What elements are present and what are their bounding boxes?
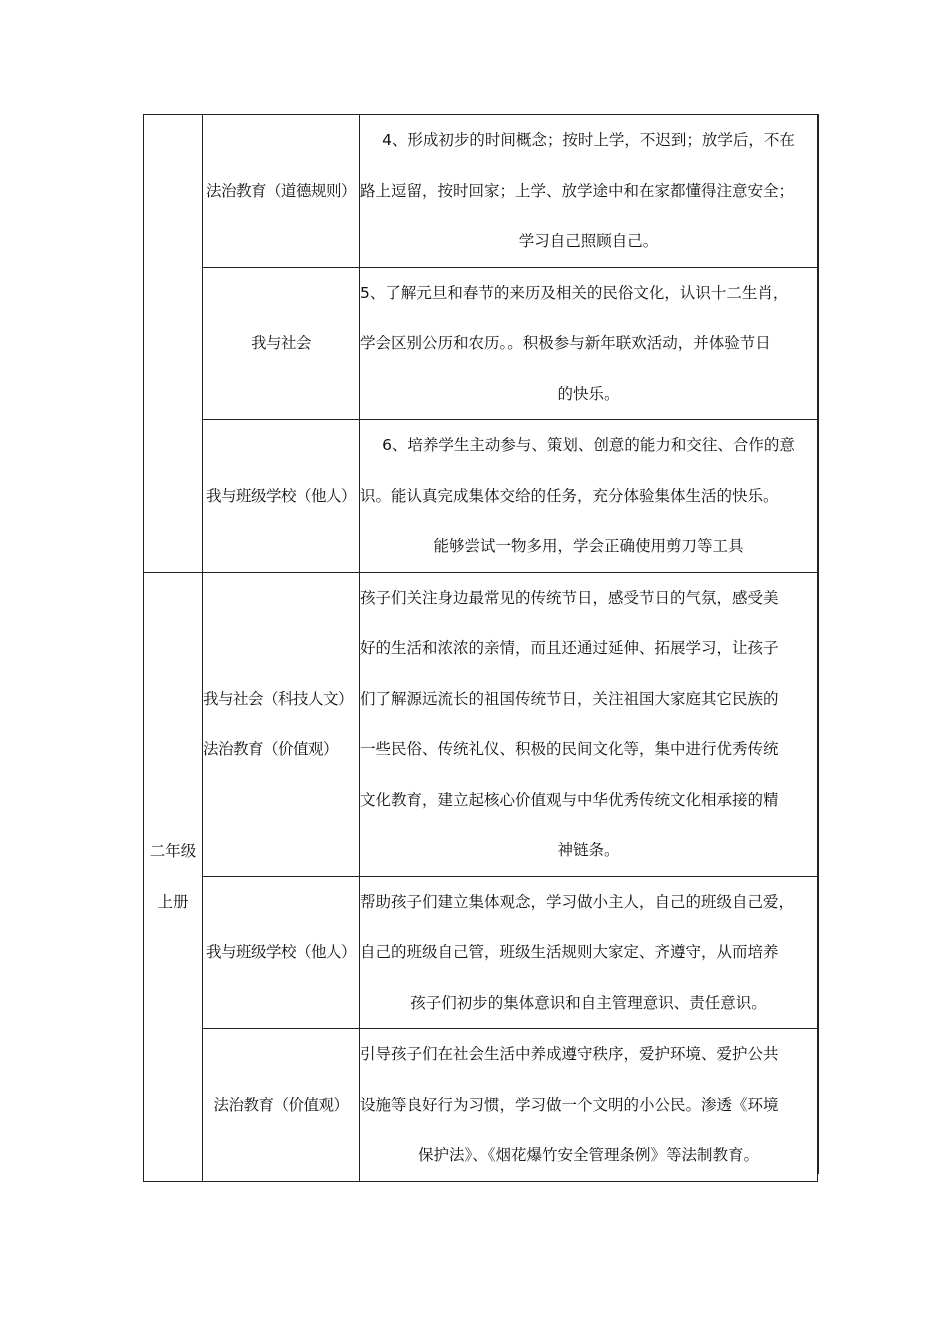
description-line: 学习自己照顾自己。 — [518, 232, 659, 250]
description-line: 6、培养学生主动参与、策划、创意的能力和交往、合作的意 — [382, 436, 795, 454]
description-line: 保护法》、《烟花爆竹安全管理条例》等法制教育。 — [417, 1146, 759, 1164]
description-line: 帮助孩子们建立集体观念，学习做小主人，自己的班级自己爱， — [360, 892, 795, 911]
description-cell — [360, 1029, 818, 1182]
term-label: 上册 — [157, 892, 189, 911]
table-row — [144, 1029, 818, 1182]
description-line: 能够尝试一物多用，学会正确使用剪刀等工具 — [433, 537, 744, 555]
description-line: 学会区别公历和农历。。积极参与新年联欢活动，并体验节日 — [360, 334, 771, 352]
description-line: 们了解源远流长的祖国传统节日，关注祖国大家庭其它民族的 — [360, 689, 779, 708]
description-line: 一些民俗、传统礼仪、积极的民间文化等，集中进行优秀传统 — [360, 740, 779, 758]
description-line: 神链条。 — [557, 841, 620, 859]
description-line: 识。能认真完成集体交给的任务，充分体验集体生活的快乐。 — [360, 486, 779, 505]
description-line: 自己的班级自己管，班级生活规则大家定、齐遵守，从而培养 — [360, 943, 779, 961]
category-line: 法治教育（价值观） — [203, 740, 339, 758]
category-line: 我与社会（科技人文） — [203, 689, 354, 708]
description-cell — [360, 115, 818, 268]
table-row — [144, 876, 818, 1029]
category-cell: 我与社会 — [203, 267, 360, 420]
table-right-border — [818, 114, 819, 1174]
table-row — [144, 267, 818, 420]
category-cell — [203, 572, 360, 876]
table-row — [144, 115, 818, 268]
grade-cell — [144, 572, 203, 1181]
description-line: 文化教育，建立起核心价值观与中华优秀传统文化相承接的精 — [360, 790, 779, 809]
description-line: 孩子们初步的集体意识和自主管理意识、责任意识。 — [410, 993, 767, 1012]
description-cell — [360, 420, 818, 573]
grade-label: 二年级 — [149, 842, 197, 860]
category-cell: 我与班级学校（他人） — [203, 420, 360, 573]
grade-cell-empty — [144, 115, 203, 573]
description-line: 设施等良好行为习惯，学习做一个文明的小公民。渗透《环境 — [360, 1095, 779, 1114]
description-cell — [360, 876, 818, 1029]
description-line: 4、形成初步的时间概念；按时上学，不迟到；放学后，不在 — [382, 131, 795, 149]
category-cell: 我与班级学校（他人） — [203, 876, 360, 1029]
category-cell: 法治教育（道德规则） — [203, 115, 360, 268]
description-cell — [360, 267, 818, 420]
description-line: 路上逗留，按时回家；上学、放学途中和在家都懂得注意安全； — [360, 181, 795, 200]
curriculum-table — [143, 114, 818, 1182]
description-cell — [360, 572, 818, 876]
table-row — [144, 572, 818, 876]
description-line: 孩子们关注身边最常见的传统节日，感受节日的气氛，感受美 — [360, 588, 779, 607]
category-cell: 法治教育（价值观） — [203, 1029, 360, 1182]
description-line: 好的生活和浓浓的亲情，而且还通过延伸、拓展学习，让孩子 — [360, 639, 779, 657]
description-line: 5、了解元旦和春节的来历及相关的民俗文化，认识十二生肖， — [360, 283, 789, 302]
description-line: 引导孩子们在社会生活中养成遵守秩序，爱护环境、爱护公共 — [360, 1045, 779, 1063]
table-row — [144, 420, 818, 573]
description-line: 的快乐。 — [557, 384, 620, 403]
